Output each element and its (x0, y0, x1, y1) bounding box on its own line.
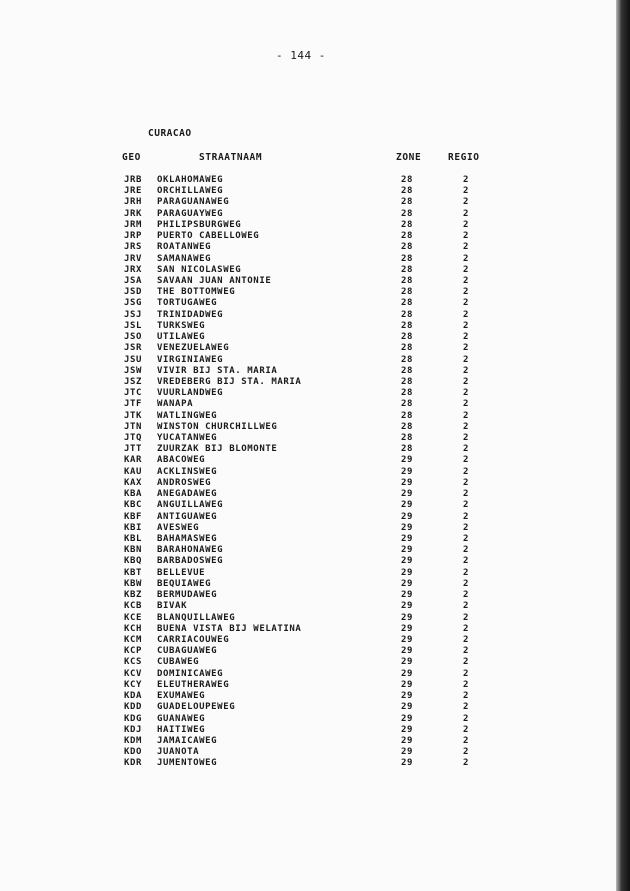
geo-code: JRX (124, 264, 143, 275)
geo-code: KBN (124, 545, 143, 556)
zone-value: 29 (401, 747, 414, 758)
regio-value: 2 (463, 623, 470, 634)
street-name: BARBADOSWEG (157, 556, 224, 567)
regio-value: 2 (463, 758, 470, 769)
street-name: SAN NICOLASWEG (157, 264, 242, 275)
table-row (0, 702, 600, 713)
zone-value: 28 (401, 354, 414, 365)
street-name: SAMANAWEG (157, 253, 212, 264)
street-name: VREDEBERG BIJ STA. MARIA (157, 376, 302, 387)
geo-code: KBF (124, 511, 143, 522)
geo-code: JTT (124, 444, 143, 455)
street-name: ANGUILLAWEG (157, 500, 224, 511)
street-name: JUMENTOWEG (157, 758, 218, 769)
table-row (0, 433, 600, 444)
table-row (0, 747, 600, 758)
regio-value: 2 (463, 320, 470, 331)
zone-value: 29 (401, 489, 414, 500)
table-row (0, 590, 600, 601)
regio-value: 2 (463, 578, 470, 589)
regio-value: 2 (463, 287, 470, 298)
geo-code: JSW (124, 365, 143, 376)
zone-value: 28 (401, 175, 414, 185)
regio-value: 2 (463, 242, 470, 253)
street-name: ELEUTHERAWEG (157, 679, 230, 690)
regio-value: 2 (463, 534, 470, 544)
table-row (0, 265, 600, 276)
table-row (0, 736, 600, 747)
regio-value: 2 (463, 208, 470, 219)
zone-value: 29 (401, 466, 414, 477)
street-name: BIVAK (157, 601, 188, 612)
geo-code: KBQ (124, 556, 143, 567)
regio-value: 2 (463, 657, 470, 668)
zone-value: 28 (401, 264, 414, 275)
table-row (0, 669, 600, 680)
table-row (0, 657, 600, 668)
regio-value: 2 (463, 489, 470, 500)
street-name: CUBAWEG (157, 657, 200, 668)
geo-code: KCB (124, 601, 143, 612)
geo-code: KDR (124, 758, 143, 769)
zone-value: 29 (401, 646, 414, 657)
zone-value: 28 (401, 332, 414, 343)
regio-value: 2 (463, 343, 470, 354)
regio-value: 2 (463, 634, 470, 645)
street-name: WATLINGWEG (157, 410, 218, 421)
regio-value: 2 (463, 477, 470, 488)
regio-value: 2 (463, 197, 470, 208)
geo-code: JSA (124, 275, 143, 286)
zone-value: 28 (401, 421, 414, 432)
table-row (0, 624, 600, 635)
street-name: CARRIACOUWEG (157, 634, 230, 645)
zone-value: 29 (401, 545, 414, 556)
zone-value: 29 (401, 601, 414, 612)
table-row (0, 366, 600, 377)
regio-value: 2 (463, 388, 470, 399)
zone-value: 29 (401, 578, 414, 589)
street-name: BEQUIAWEG (157, 578, 212, 589)
table-row (0, 523, 600, 534)
regio-value: 2 (463, 332, 470, 343)
geo-code: KAR (124, 455, 143, 466)
zone-value: 29 (401, 758, 414, 769)
street-name: PARAGUAYWEG (157, 208, 224, 219)
table-row (0, 635, 600, 646)
table-row (0, 758, 600, 769)
table-row (0, 332, 600, 343)
geo-code: KBT (124, 567, 143, 578)
zone-value: 28 (401, 399, 414, 410)
zone-value: 28 (401, 343, 414, 354)
geo-code: KBI (124, 522, 143, 533)
table-row (0, 455, 600, 466)
geo-code: KDG (124, 713, 143, 724)
street-name: BARAHONAWEG (157, 545, 224, 556)
regio-value: 2 (463, 365, 470, 376)
zone-value: 28 (401, 365, 414, 376)
table-row (0, 691, 600, 702)
table-row (0, 310, 600, 321)
geo-code: JSG (124, 298, 143, 309)
street-name: JUANOTA (157, 747, 200, 758)
zone-value: 29 (401, 702, 414, 713)
geo-code: KBL (124, 534, 143, 544)
zone-value: 28 (401, 275, 414, 286)
table-row (0, 500, 600, 511)
regio-value: 2 (463, 455, 470, 466)
regio-value: 2 (463, 253, 470, 264)
table-row (0, 646, 600, 657)
zone-value: 29 (401, 556, 414, 567)
table-row (0, 276, 600, 287)
page-number: - 144 - (276, 49, 326, 62)
regio-value: 2 (463, 713, 470, 724)
street-name: VENEZUELAWEG (157, 343, 230, 354)
table-row (0, 287, 600, 298)
street-name: DOMINICAWEG (157, 668, 224, 679)
table-row (0, 321, 600, 332)
regio-value: 2 (463, 601, 470, 612)
geo-code: JRB (124, 175, 143, 185)
table-row (0, 467, 600, 478)
geo-code: JTK (124, 410, 143, 421)
table-row (0, 355, 600, 366)
geo-code: KBC (124, 500, 143, 511)
street-name: BUENA VISTA BIJ WELATINA (157, 623, 302, 634)
table-row (0, 388, 600, 399)
table-row (0, 242, 600, 253)
zone-value: 28 (401, 253, 414, 264)
zone-value: 29 (401, 567, 414, 578)
zone-value: 29 (401, 522, 414, 533)
regio-value: 2 (463, 399, 470, 410)
zone-value: 29 (401, 590, 414, 601)
zone-value: 29 (401, 713, 414, 724)
street-name: ZUURZAK BIJ BLOMONTE (157, 444, 278, 455)
table-row (0, 209, 600, 220)
geo-code: KBA (124, 489, 143, 500)
regio-value: 2 (463, 275, 470, 286)
table-row (0, 220, 600, 231)
geo-code: JSZ (124, 376, 143, 387)
street-name: HAITIWEG (157, 724, 206, 735)
table-row (0, 186, 600, 197)
table-row (0, 545, 600, 556)
geo-code: JTN (124, 421, 143, 432)
geo-code: KDM (124, 735, 143, 746)
zone-value: 28 (401, 298, 414, 309)
geo-code: JTF (124, 399, 143, 410)
zone-value: 29 (401, 634, 414, 645)
zone-value: 29 (401, 500, 414, 511)
geo-code: KDO (124, 747, 143, 758)
table-row (0, 298, 600, 309)
street-name: PUERTO CABELLOWEG (157, 231, 260, 242)
street-name: VIVIR BIJ STA. MARIA (157, 365, 278, 376)
regio-value: 2 (463, 500, 470, 511)
zone-value: 29 (401, 477, 414, 488)
zone-value: 28 (401, 433, 414, 444)
street-name: GUANAWEG (157, 713, 206, 724)
table-row (0, 444, 600, 455)
street-name: YUCATANWEG (157, 433, 218, 444)
geo-code: KBW (124, 578, 143, 589)
regio-value: 2 (463, 747, 470, 758)
regio-value: 2 (463, 410, 470, 421)
table-row (0, 489, 600, 500)
street-table (0, 175, 600, 770)
zone-value: 29 (401, 511, 414, 522)
table-row (0, 601, 600, 612)
header-zone: ZONE (396, 152, 422, 163)
zone-value: 28 (401, 186, 414, 197)
zone-value: 28 (401, 388, 414, 399)
street-name: ANTIGUAWEG (157, 511, 218, 522)
geo-code: JSD (124, 287, 143, 298)
street-name: PHILIPSBURGWEG (157, 219, 242, 230)
geo-code: JRS (124, 242, 143, 253)
zone-value: 28 (401, 197, 414, 208)
geo-code: KCH (124, 623, 143, 634)
regio-value: 2 (463, 444, 470, 455)
geo-code: JTC (124, 388, 143, 399)
table-row (0, 714, 600, 725)
street-name: BERMUDAWEG (157, 590, 218, 601)
street-name: BLANQUILLAWEG (157, 612, 236, 623)
geo-code: JRP (124, 231, 143, 242)
table-row (0, 254, 600, 265)
regio-value: 2 (463, 354, 470, 365)
zone-value: 29 (401, 735, 414, 746)
geo-code: KCE (124, 612, 143, 623)
street-name: BELLEVUE (157, 567, 206, 578)
street-name: ANDROSWEG (157, 477, 212, 488)
zone-value: 28 (401, 410, 414, 421)
zone-value: 29 (401, 657, 414, 668)
geo-code: JSU (124, 354, 143, 365)
geo-code: KBZ (124, 590, 143, 601)
header-straatnaam: STRAATNAAM (199, 152, 263, 163)
regio-value: 2 (463, 264, 470, 275)
regio-value: 2 (463, 219, 470, 230)
geo-code: JSJ (124, 309, 143, 320)
zone-value: 29 (401, 612, 414, 623)
table-row (0, 175, 600, 186)
table-row (0, 399, 600, 410)
zone-value: 28 (401, 208, 414, 219)
geo-code: KAU (124, 466, 143, 477)
regio-value: 2 (463, 612, 470, 623)
header-geo: GEO (122, 152, 141, 163)
table-row (0, 343, 600, 354)
table-row (0, 725, 600, 736)
regio-value: 2 (463, 186, 470, 197)
regio-value: 2 (463, 691, 470, 702)
street-name: WANAPA (157, 399, 194, 410)
scan-page-edge (616, 0, 630, 891)
street-name: GUADELOUPEWEG (157, 702, 236, 713)
table-row (0, 377, 600, 388)
regio-value: 2 (463, 668, 470, 679)
street-name: VIRGINIAWEG (157, 354, 224, 365)
street-name: UTILAWEG (157, 332, 206, 343)
zone-value: 28 (401, 309, 414, 320)
regio-value: 2 (463, 466, 470, 477)
street-name: SAVAAN JUAN ANTONIE (157, 275, 272, 286)
street-name: WINSTON CHURCHILLWEG (157, 421, 278, 432)
regio-value: 2 (463, 298, 470, 309)
zone-value: 28 (401, 320, 414, 331)
street-name: ANEGADAWEG (157, 489, 218, 500)
street-name: TRINIDADWEG (157, 309, 224, 320)
regio-value: 2 (463, 556, 470, 567)
island-heading: CURACAO (148, 128, 192, 139)
geo-code: JRV (124, 253, 143, 264)
regio-value: 2 (463, 376, 470, 387)
table-row (0, 231, 600, 242)
regio-value: 2 (463, 724, 470, 735)
regio-value: 2 (463, 702, 470, 713)
geo-code: JRM (124, 219, 143, 230)
street-name: OKLAHOMAWEG (157, 175, 224, 185)
header-regio: REGIO (448, 152, 480, 163)
street-name: CUBAGUAWEG (157, 646, 218, 657)
table-row (0, 568, 600, 579)
zone-value: 29 (401, 691, 414, 702)
regio-value: 2 (463, 545, 470, 556)
regio-value: 2 (463, 231, 470, 242)
street-name: JAMAICAWEG (157, 735, 218, 746)
regio-value: 2 (463, 433, 470, 444)
regio-value: 2 (463, 679, 470, 690)
zone-value: 28 (401, 219, 414, 230)
regio-value: 2 (463, 735, 470, 746)
street-name: TURKSWEG (157, 320, 206, 331)
regio-value: 2 (463, 175, 470, 185)
zone-value: 28 (401, 376, 414, 387)
table-row (0, 613, 600, 624)
regio-value: 2 (463, 646, 470, 657)
geo-code: KDD (124, 702, 143, 713)
geo-code: KDA (124, 691, 143, 702)
zone-value: 29 (401, 534, 414, 544)
zone-value: 29 (401, 668, 414, 679)
street-name: AVESWEG (157, 522, 200, 533)
regio-value: 2 (463, 511, 470, 522)
table-row (0, 512, 600, 523)
street-name: ORCHILLAWEG (157, 186, 224, 197)
geo-code: KCY (124, 679, 143, 690)
geo-code: JSO (124, 332, 143, 343)
street-name: ABACOWEG (157, 455, 206, 466)
geo-code: KCP (124, 646, 143, 657)
street-name: VUURLANDWEG (157, 388, 224, 399)
geo-code: KAX (124, 477, 143, 488)
regio-value: 2 (463, 590, 470, 601)
zone-value: 29 (401, 724, 414, 735)
table-row (0, 534, 600, 545)
geo-code: KDJ (124, 724, 143, 735)
geo-code: JSR (124, 343, 143, 354)
zone-value: 28 (401, 242, 414, 253)
table-row (0, 478, 600, 489)
zone-value: 29 (401, 679, 414, 690)
zone-value: 28 (401, 231, 414, 242)
geo-code: JSL (124, 320, 143, 331)
regio-value: 2 (463, 421, 470, 432)
geo-code: JTQ (124, 433, 143, 444)
zone-value: 28 (401, 287, 414, 298)
geo-code: JRK (124, 208, 143, 219)
regio-value: 2 (463, 522, 470, 533)
table-row (0, 579, 600, 590)
geo-code: KCS (124, 657, 143, 668)
regio-value: 2 (463, 309, 470, 320)
table-row (0, 556, 600, 567)
zone-value: 29 (401, 623, 414, 634)
zone-value: 28 (401, 444, 414, 455)
regio-value: 2 (463, 567, 470, 578)
table-row (0, 680, 600, 691)
geo-code: KCV (124, 668, 143, 679)
street-name: ACKLINSWEG (157, 466, 218, 477)
geo-code: KCM (124, 634, 143, 645)
street-name: BAHAMASWEG (157, 534, 218, 544)
table-row (0, 411, 600, 422)
street-name: THE BOTTOMWEG (157, 287, 236, 298)
street-name: PARAGUANAWEG (157, 197, 230, 208)
street-name: EXUMAWEG (157, 691, 206, 702)
street-name: TORTUGAWEG (157, 298, 218, 309)
geo-code: JRE (124, 186, 143, 197)
table-row (0, 422, 600, 433)
geo-code: JRH (124, 197, 143, 208)
table-row (0, 197, 600, 208)
street-name: ROATANWEG (157, 242, 212, 253)
zone-value: 29 (401, 455, 414, 466)
